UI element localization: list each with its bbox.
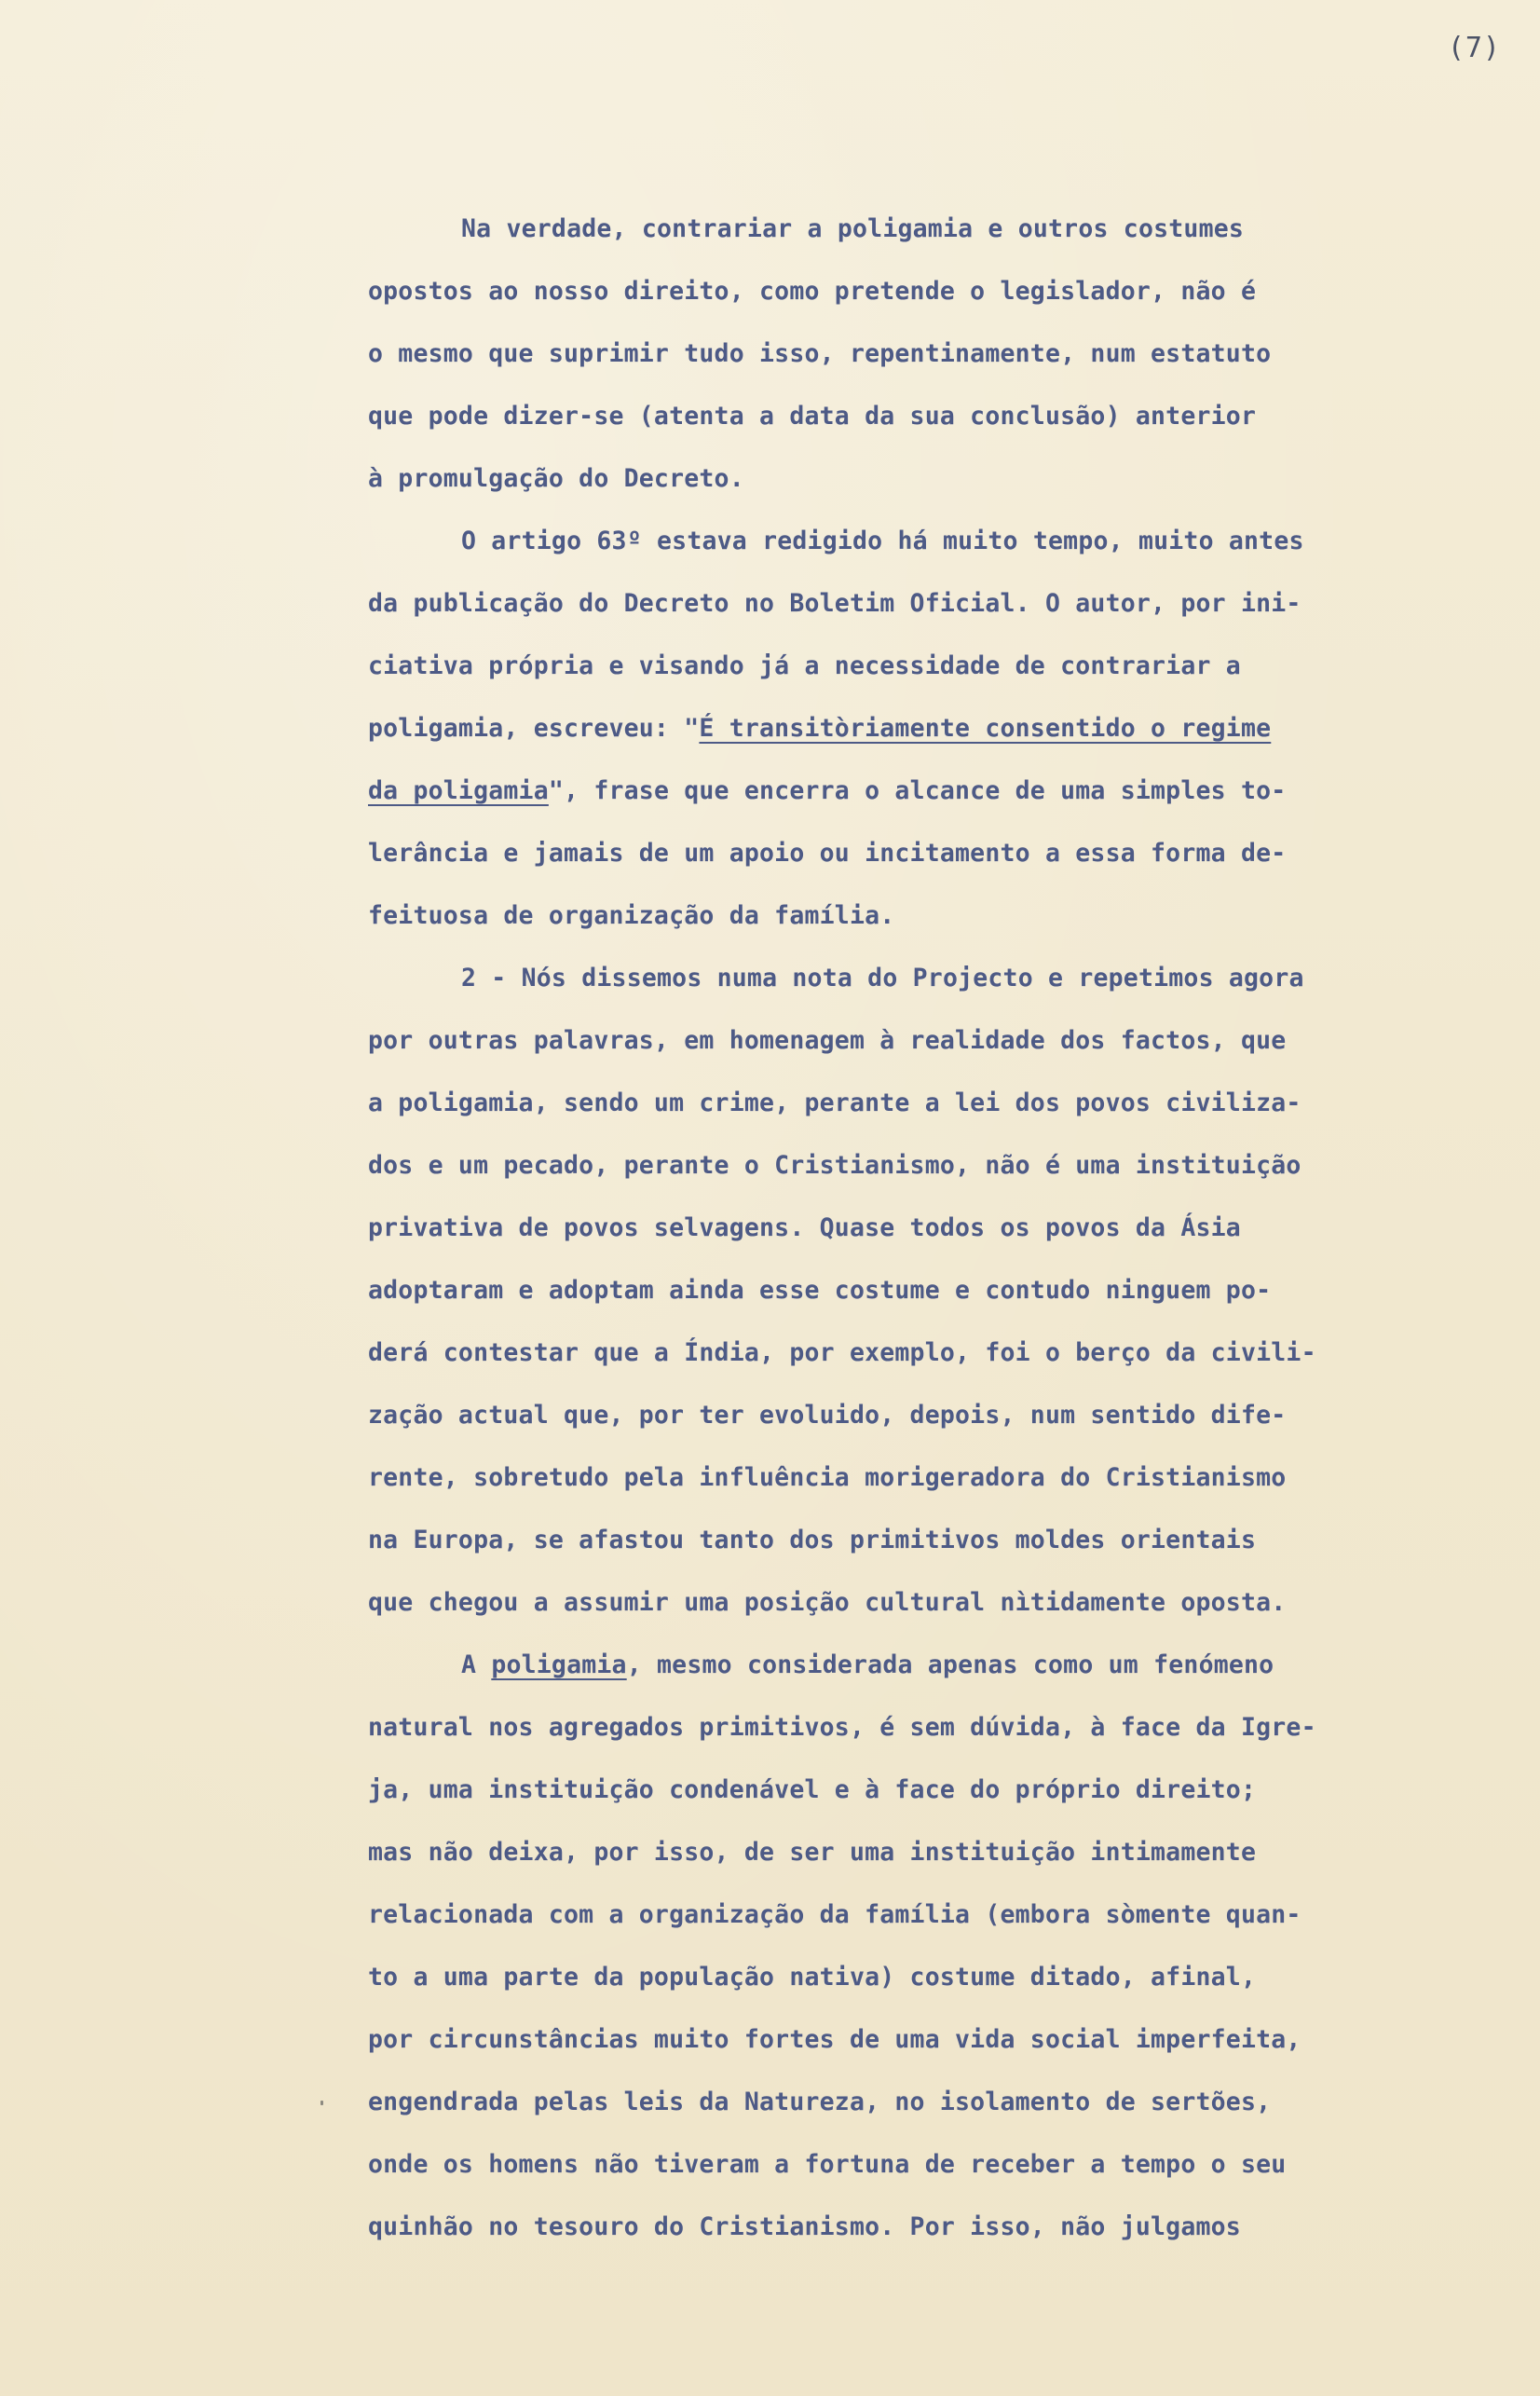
quoted-underlined-text: da poligamia (368, 776, 549, 805)
text-line (368, 760, 1523, 822)
text-line: a poligamia, sendo um crime, perante a lei dos povos civiliza- (368, 1088, 1302, 1117)
text-line: relacionada com a organização da família (embora sòmente quan- (368, 1900, 1302, 1929)
underlined-term: poligamia (491, 1650, 627, 1679)
text-line: ja, uma instituição condenável e à face do próprio direito; (368, 1775, 1257, 1804)
text-line: lerância e jamais de um apoio ou incitamento a essa forma de- (368, 839, 1287, 868)
text-line: quinhão no tesouro do Cristianismo. Por isso, não julgamos (368, 2212, 1241, 2241)
text-line (368, 1634, 1523, 1696)
text-line: privativa de povos selvagens. Quase todos os povos da Ásia (368, 1213, 1241, 1242)
text-line: à promulgação do Decreto. (368, 464, 744, 493)
text-line: natural nos agregados primitivos, é sem dúvida, à face da Igre- (368, 1713, 1316, 1742)
quoted-underlined-text: É transitòriamente consentido o regime (699, 714, 1272, 743)
text-line: Na verdade, contrariar a poligamia e outros costumes (461, 214, 1245, 243)
text-line: engendrada pelas leis da Natureza, no isolamento de sertões, (368, 2088, 1272, 2116)
text-line: zação actual que, por ter evoluido, depois, num sentido dife- (368, 1401, 1287, 1430)
body-text (368, 198, 1523, 2258)
text-line: por outras palavras, em homenagem à realidade dos factos, que (368, 1026, 1287, 1055)
text-line: mas não deixa, por isso, de ser uma instituição intimamente (368, 1838, 1257, 1867)
text-fragment: A (461, 1650, 492, 1679)
text-line: derá contestar que a Índia, por exemplo, foi o berço da civili- (368, 1338, 1316, 1367)
text-line (368, 697, 1523, 760)
text-line: O artigo 63º estava redigido há muito tempo, muito antes (461, 527, 1304, 555)
text-line: da publicação do Decreto no Boletim Oficial. O autor, por ini- (368, 589, 1302, 618)
text-line: adoptaram e adoptam ainda esse costume e contudo ninguem po- (368, 1276, 1272, 1305)
text-line: por circunstâncias muito fortes de uma vida social imperfeita, (368, 2025, 1302, 2054)
text-line: na Europa, se afastou tanto dos primitivos moldes orientais (368, 1526, 1257, 1554)
text-line: onde os homens não tiveram a fortuna de receber a tempo o seu (368, 2150, 1287, 2179)
page-number: (7) (1447, 32, 1501, 64)
text-line: opostos ao nosso direito, como pretende o legislador, não é (368, 277, 1257, 306)
text-line: o mesmo que suprimir tudo isso, repentinamente, num estatuto (368, 339, 1272, 368)
text-fragment: ", frase que encerra o alcance de uma simples to- (548, 776, 1287, 805)
text-line: rente, sobretudo pela influência morigeradora do Cristianismo (368, 1463, 1287, 1492)
text-line: que chegou a assumir uma posição cultural nìtidamente oposta. (368, 1588, 1287, 1617)
text-line: to a uma parte da população nativa) costume ditado, afinal, (368, 1963, 1257, 1992)
paper-speck (320, 2101, 323, 2105)
text-line: 2 - Nós dissemos numa nota do Projecto e repetimos agora (461, 964, 1304, 993)
text-line: feituosa de organização da família. (368, 901, 895, 930)
text-fragment: poligamia, escreveu: " (368, 714, 700, 743)
text-line: ciativa própria e visando já a necessidade de contrariar a (368, 651, 1241, 680)
text-fragment: , mesmo considerada apenas como um fenómeno (626, 1650, 1274, 1679)
text-line: dos e um pecado, perante o Cristianismo, não é uma instituição (368, 1151, 1302, 1180)
text-line: que pode dizer-se (atenta a data da sua conclusão) anterior (368, 402, 1257, 431)
